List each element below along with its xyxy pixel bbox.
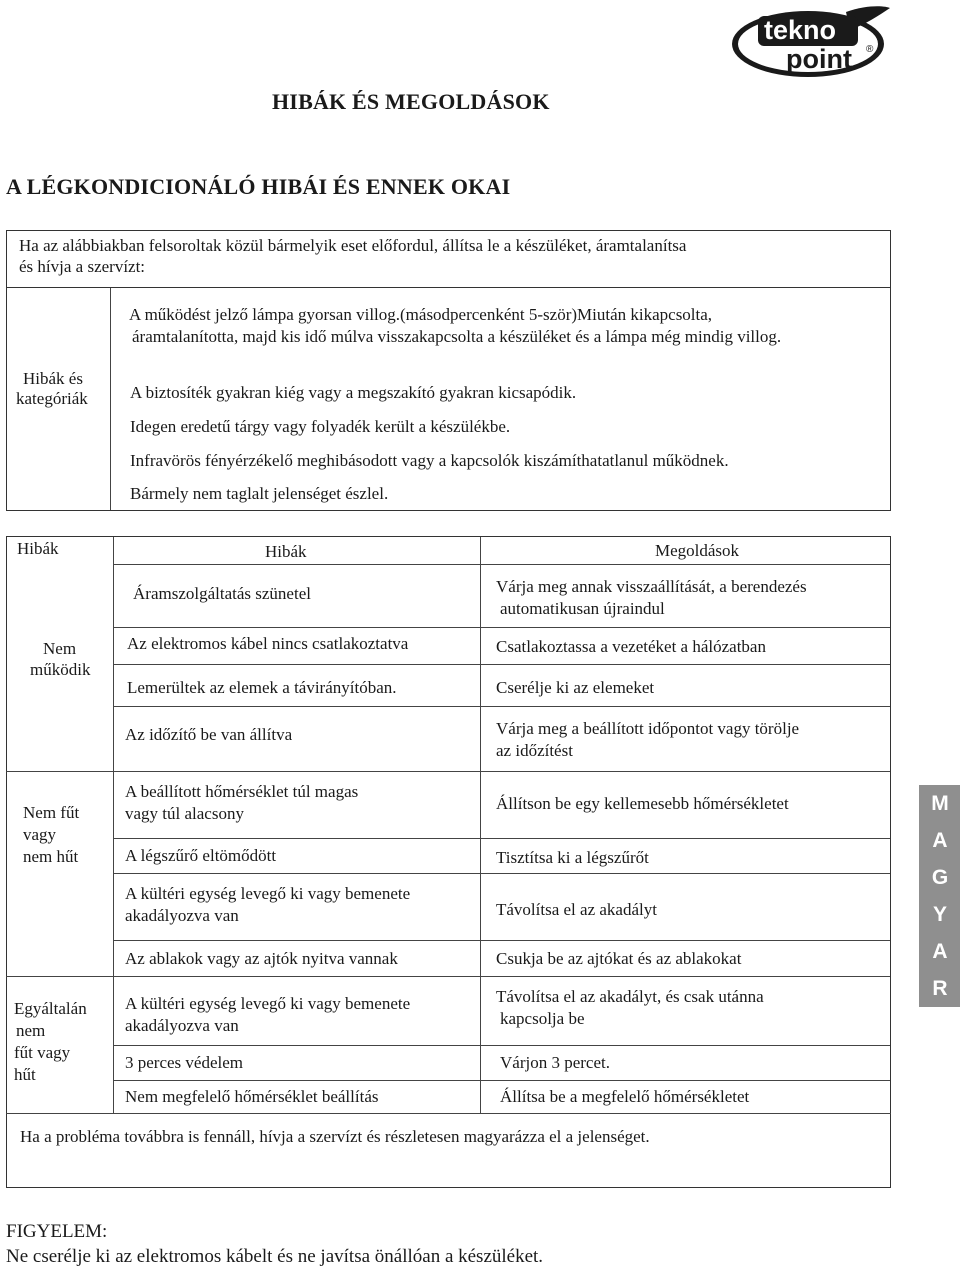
group-label: fűt vagy — [14, 1043, 71, 1062]
row-line — [113, 873, 890, 874]
row-line — [113, 976, 890, 977]
problem-cell: A kültéri egység levegő ki vagy bemenete — [125, 884, 411, 903]
group-separator — [6, 771, 113, 772]
problem-cell: Az időzítő be van állítva — [125, 725, 293, 744]
row-line — [113, 1045, 890, 1046]
problem-cell: Lemerültek az elemek a távirányítóban. — [127, 678, 397, 697]
header-solutions: Megoldások — [655, 541, 740, 560]
brand-logo — [728, 2, 892, 82]
problem-cell: Nem megfelelő hőmérséklet beállítás — [125, 1087, 379, 1106]
group-label: működik — [30, 660, 91, 679]
side-tab-letter: G — [931, 866, 949, 889]
page-title: HIBÁK ÉS MEGOLDÁSOK — [272, 89, 550, 114]
problem-cell: akadályozva van — [125, 1016, 239, 1035]
group-label: vagy — [23, 825, 57, 844]
category-item: Bármely nem taglalt jelenséget észlel. — [130, 484, 389, 503]
header-line — [113, 564, 890, 565]
side-tab-letter: M — [931, 792, 949, 815]
problem-solution-divider — [480, 564, 481, 1114]
group-label: nem — [16, 1021, 46, 1040]
category-item: Idegen eredetű tárgy vagy folyadék került a készülékbe. — [130, 417, 511, 436]
solution-cell: Tisztítsa ki a légszűrőt — [496, 848, 649, 867]
solution-cell: Távolítsa el az akadályt — [496, 900, 657, 919]
solution-cell: Várja meg a beállított időpontot vagy törölje — [496, 719, 800, 738]
category-item: áramtalanította, majd kis idő múlva visszakapcsolta a készüléket és a lámpa még mindig villog. — [132, 327, 782, 346]
category-item: Infravörös fényérzékelő meghibásodott vagy a kapcsolók kiszámíthatatlanul működnek. — [130, 451, 729, 470]
side-tab-letter: Y — [932, 903, 947, 926]
solution-cell: Állítson be egy kellemesebb hőmérsékletet — [496, 794, 789, 813]
group-label: hűt — [14, 1065, 36, 1084]
problem-cell: A beállított hőmérséklet túl magas — [125, 782, 359, 801]
problem-cell: akadályozva van — [125, 906, 239, 925]
intro-line-1: Ha az alábbiakban felsoroltak közül bármelyik eset előfordul, állítsa le a készüléket, áramtalanítsa — [19, 236, 687, 255]
row-line — [113, 664, 890, 665]
solution-cell: Várja meg annak visszaállítását, a berendezés — [496, 577, 807, 596]
row-line — [113, 838, 890, 839]
category-item: A biztosíték gyakran kiég vagy a megszakító gyakran kicsapódik. — [130, 383, 577, 402]
categories-label-2: kategóriák — [16, 389, 88, 408]
problem-cell: A légszűrő eltömődött — [125, 846, 277, 865]
group-label: Nem fűt — [23, 803, 80, 822]
group-separator — [6, 976, 113, 977]
group-label: Nem — [43, 639, 77, 658]
category-item: A működést jelző lámpa gyorsan villog.(másodpercenként 5-ször)Miután kikapcsolta, — [129, 305, 713, 324]
side-tab-letter: R — [932, 977, 948, 1000]
group-column-divider — [113, 537, 114, 1114]
solution-cell: kapcsolja be — [500, 1009, 585, 1028]
problem-cell: A kültéri egység levegő ki vagy bemenete — [125, 994, 411, 1013]
row-line — [113, 1080, 890, 1081]
solution-cell: Csukja be az ajtókat és az ablakokat — [496, 949, 742, 968]
brand-line1: tekno — [764, 15, 837, 45]
solution-cell: Távolítsa el az akadályt, és csak utánna — [496, 987, 764, 1006]
section-title: A LÉGKONDICIONÁLÓ HIBÁI ÉS ENNEK OKAI — [6, 174, 511, 199]
header-faults-left: Hibák — [17, 539, 59, 558]
solution-cell: Várjon 3 percet. — [500, 1053, 610, 1072]
group-label: Egyáltalán — [14, 999, 87, 1018]
solution-cell: Állítsa be a megfelelő hőmérsékletet — [500, 1087, 750, 1106]
warning-heading: FIGYELEM: — [6, 1221, 108, 1242]
side-tab-letter: A — [932, 940, 948, 963]
row-line — [113, 940, 890, 941]
problem-cell: Áramszolgáltatás szünetel — [133, 584, 311, 603]
problem-cell: 3 perces védelem — [125, 1053, 243, 1072]
problem-cell: vagy túl alacsony — [125, 804, 244, 823]
table-footer-note: Ha a probléma továbbra is fennáll, hívja a szervízt és részletesen magyarázza el a jelenséget. — [20, 1127, 650, 1146]
table-footer-line — [6, 1113, 891, 1114]
problem-cell: Az ablakok vagy az ajtók nyitva vannak — [125, 949, 398, 968]
solution-cell: az időzítést — [496, 741, 573, 760]
brand-reg: ® — [866, 44, 874, 55]
row-line — [113, 627, 890, 628]
header-faults: Hibák — [265, 542, 307, 561]
solution-cell: Cserélje ki az elemeket — [496, 678, 655, 697]
group-label: nem hűt — [23, 847, 79, 866]
row-line — [113, 771, 890, 772]
solution-cell: Csatlakoztassa a vezetéket a hálózatban — [496, 637, 766, 656]
brand-line2: point — [786, 44, 852, 74]
solution-cell: automatikusan újraindul — [500, 599, 665, 618]
categories-box — [6, 287, 891, 511]
side-tab-letter: A — [932, 829, 948, 852]
warning-text: Ne cserélje ki az elektromos kábelt és ne javítsa önállóan a készüléket. — [6, 1246, 544, 1267]
row-line — [113, 706, 890, 707]
categories-divider — [110, 288, 111, 510]
intro-box — [6, 230, 891, 288]
categories-label-1: Hibák és — [23, 369, 83, 388]
header-divider — [480, 537, 481, 564]
language-side-tab — [919, 785, 960, 1007]
problem-cell: Az elektromos kábel nincs csatlakoztatva — [127, 634, 409, 653]
intro-line-2: és hívja a szervízt: — [19, 257, 146, 276]
